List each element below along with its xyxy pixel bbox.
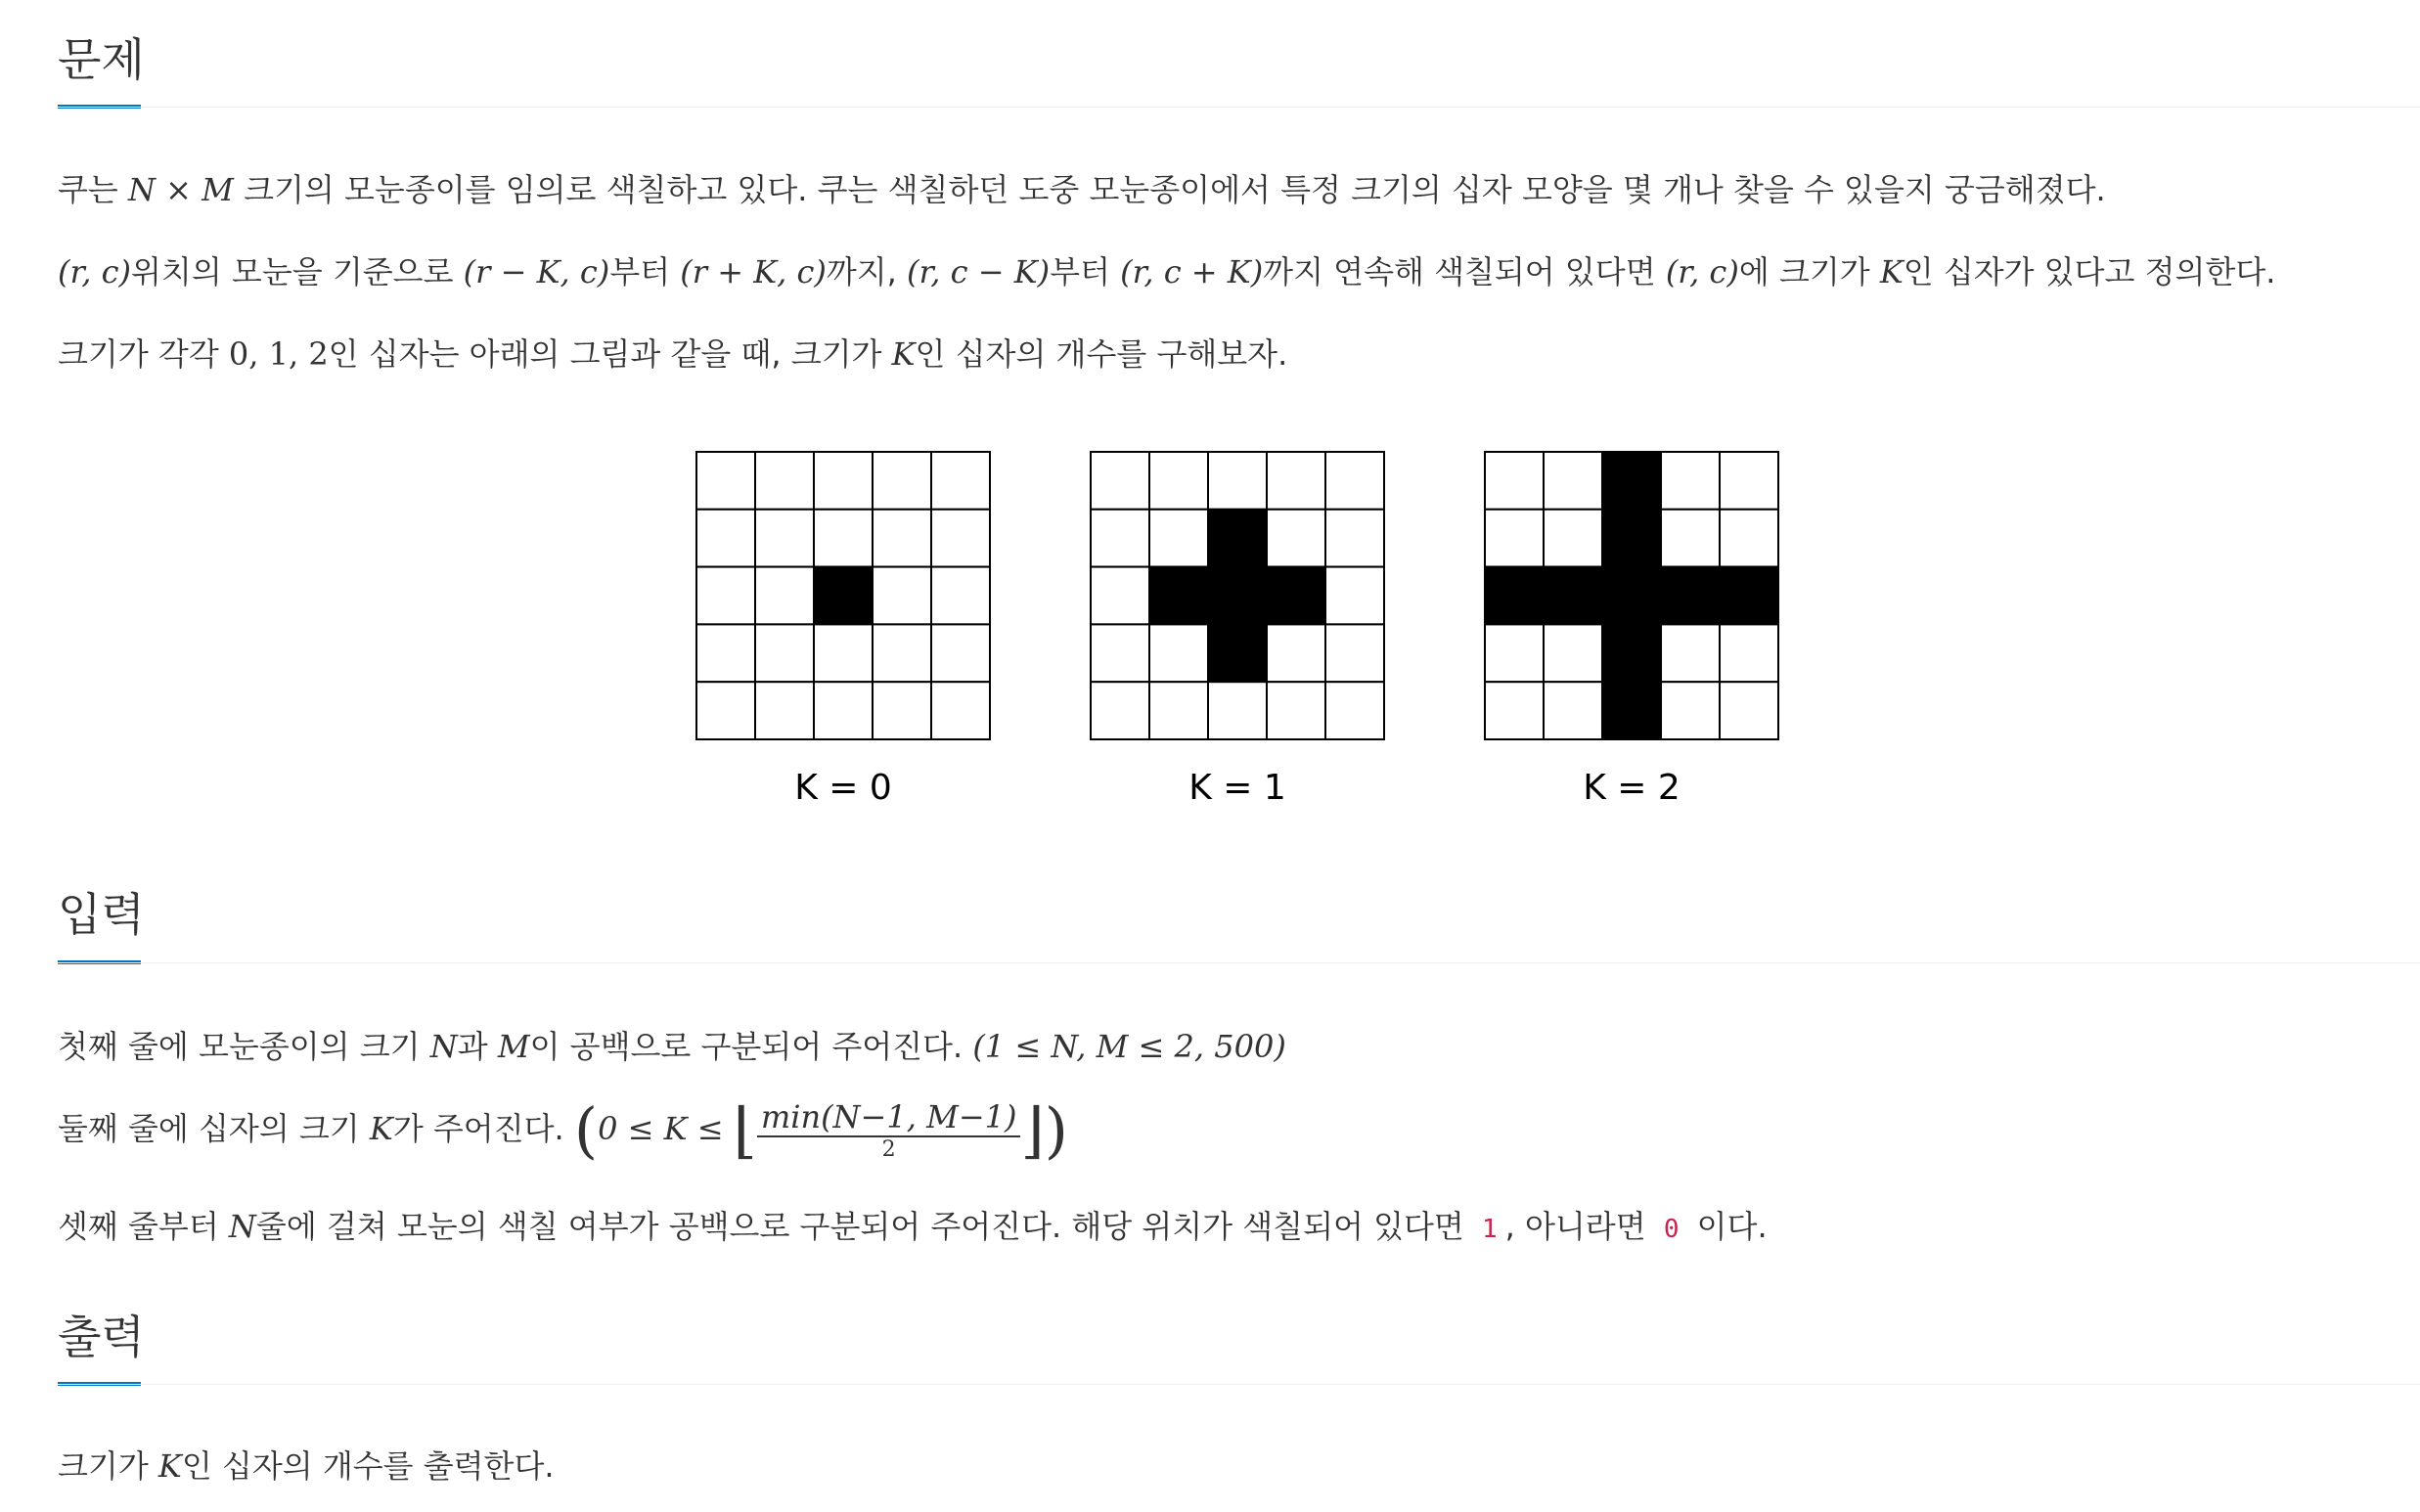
grid-cell-empty [873,452,931,510]
grid-cell-empty [1267,624,1325,682]
grid-cell-empty [755,452,814,510]
grid-cell-empty [1267,452,1325,510]
grid-cell-empty [873,510,931,567]
grid-cell-empty [1208,452,1267,510]
grid-cell-empty [1208,682,1267,739]
input-line-3: 셋째 줄부터 N줄에 걸쳐 모눈의 색칠 여부가 공백으로 구분되어 주어진다. 해당 위치가 색칠되어 있다면 1 , 아니라면 0 이다. [58,1208,1768,1245]
grid-cell-empty [1091,624,1149,682]
grid-cell-empty [1325,682,1384,739]
grid-cell-empty [1325,510,1384,567]
grid-k2 [1483,450,1780,741]
grid-cell-filled [1544,567,1602,625]
grid-cell-empty [1485,624,1544,682]
grid-cell-empty [1544,624,1602,682]
grid-cell-empty [1325,567,1384,625]
grid-cell-empty [755,567,814,625]
problem-paragraph-1: 쿠는 N × M 크기의 모눈종이를 임의로 색칠하고 있다. 쿠는 색칠하던 도중 모눈종이에서 특정 크기의 십자 모양을 몇 개나 찾을 수 있을지 궁금해졌다. [58,171,2106,208]
fraction: $\frac{\min(N-1, M-1)}{2}$ [757,1098,1021,1163]
grid-cell-filled [1602,682,1661,739]
grid-cell-empty [1091,510,1149,567]
grid-cell-empty [1325,624,1384,682]
grid-cell-filled [1208,624,1267,682]
grid-cell-empty [1544,682,1602,739]
grid-cell-empty [1485,452,1544,510]
grid-cell-empty [1149,510,1208,567]
input-line-2: 둘째 줄에 십자의 크기 K가 주어진다. (0 ≤ K ≤ ⌊ $\frac{\min(N-1, M-1)}{2}$ ⌋) [58,1094,1068,1166]
grid-cell-filled [814,567,873,625]
grid-cell-empty [696,682,755,739]
grid-cell-empty [755,682,814,739]
grid-cell-empty [1661,682,1720,739]
inline-code-1: 1 [1481,1215,1498,1244]
grid-cell-empty [1267,510,1325,567]
grid-cell-filled [1602,452,1661,510]
grid-cell-filled [1485,567,1544,625]
figure-label-k1: K = 1 [1188,768,1286,808]
grid-cell-empty [1325,452,1384,510]
grid-cell-empty [1720,510,1778,567]
problem-paragraph-2: (r, c)위치의 모눈을 기준으로 (r − K, c)부터 (r + K, c)까지, (r, c − K)부터 (r, c + K)까지 연속해 색칠되어 있다면 (r, c)에 크기가 K인 십자가 있다고 정의한다. [58,253,2276,290]
grid-cell-filled [1661,567,1720,625]
grid-cell-filled [1267,567,1325,625]
grid-cell-empty [755,510,814,567]
grid-cell-empty [1544,452,1602,510]
grid-cell-empty [1485,510,1544,567]
figure-label-k0: K = 0 [794,768,892,808]
output-line-1: 크기가 K인 십자의 개수를 출력한다. [58,1447,555,1485]
grid-cell-empty [1267,682,1325,739]
grid-cell-empty [814,624,873,682]
grid-cell-empty [1485,682,1544,739]
cross-figure-k1 [1089,450,1386,808]
grid-cell-empty [1720,682,1778,739]
grid-cell-empty [1091,452,1149,510]
grid-cell-filled [1602,624,1661,682]
grid-cell-empty [1661,624,1720,682]
section-title-input: 입력 [58,888,145,941]
grid-cell-empty [1720,452,1778,510]
grid-cell-empty [1149,452,1208,510]
cross-figure-k2 [1483,450,1780,808]
grid-cell-empty [814,452,873,510]
input-line-1: 첫째 줄에 모눈종이의 크기 N과 M이 공백으로 구분되어 주어진다. (1 ≤ N, M ≤ 2, 500) [58,1028,1286,1065]
grid-cell-empty [873,624,931,682]
grid-cell-empty [696,452,755,510]
grid-cell-empty [1661,510,1720,567]
section-divider [58,962,2420,963]
section-divider [58,107,2420,108]
grid-cell-empty [1544,510,1602,567]
grid-cell-filled [1149,567,1208,625]
grid-cell-empty [1091,567,1149,625]
figure-label-k2: K = 2 [1583,768,1681,808]
grid-cell-filled [1720,567,1778,625]
grid-cell-empty [696,510,755,567]
grid-cell-empty [1149,682,1208,739]
grid-cell-empty [755,624,814,682]
grid-cell-empty [931,624,990,682]
inline-code-0: 0 [1663,1215,1680,1244]
grid-cell-empty [1661,452,1720,510]
grid-cell-empty [1149,624,1208,682]
grid-cell-empty [696,624,755,682]
cross-figure-k0 [695,450,992,808]
section-divider [58,1384,2420,1385]
grid-cell-empty [696,567,755,625]
grid-cell-empty [873,682,931,739]
grid-k1 [1089,450,1386,741]
grid-cell-filled [1208,567,1267,625]
grid-k0 [695,450,992,741]
problem-paragraph-3: 크기가 각각 0, 1, 2인 십자는 아래의 그림과 같을 때, 크기가 K인 십자의 개수를 구해보자. [58,335,1288,373]
section-title-output: 출력 [58,1311,145,1363]
grid-cell-empty [814,682,873,739]
grid-cell-empty [931,567,990,625]
grid-cell-empty [1720,624,1778,682]
grid-cell-empty [931,510,990,567]
grid-cell-filled [1602,510,1661,567]
section-title-problem: 문제 [58,33,145,86]
grid-cell-empty [873,567,931,625]
grid-cell-empty [1091,682,1149,739]
grid-cell-empty [931,682,990,739]
grid-cell-filled [1208,510,1267,567]
grid-cell-filled [1602,567,1661,625]
grid-cell-empty [814,510,873,567]
grid-cell-empty [931,452,990,510]
